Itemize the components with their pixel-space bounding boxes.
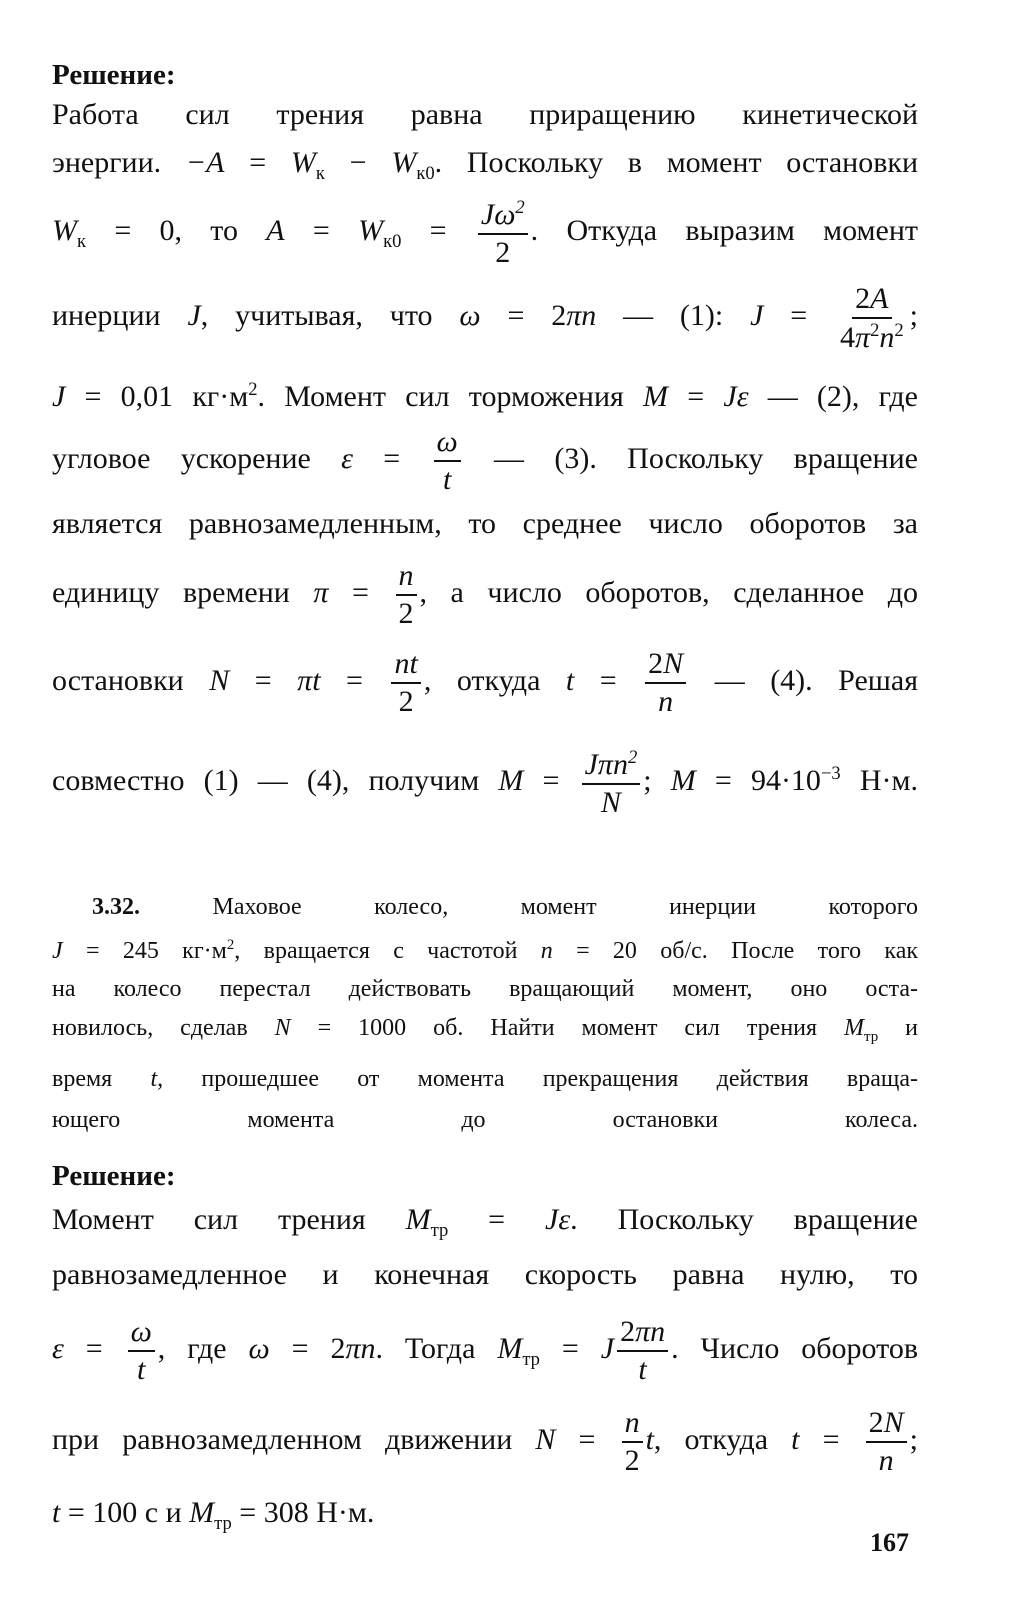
text-line: равнозамедленное и конечная скорость равна нулю, то (52, 1257, 918, 1291)
text-line: остановки N = πt = $\frac{nt}{2}$ , откуда t = $\frac{2N}{n}$ — (4). Решая (52, 647, 918, 719)
text-line: J = 245 $кг\cdot м^2$, вращается с частотой n = 20 об/с. После того как (52, 937, 919, 964)
solution-text (52, 92, 918, 820)
text-line: 3.32. Маховое колесо, момент инерции которого (92, 894, 918, 920)
text-line: новилось, сделав N = 1000 об. Найти момент сил трения $M_{тр}$ и (52, 1015, 919, 1045)
text-line: энергии. $-A = W_к - W_{к0}$. Поскольку в момент остановки (52, 146, 919, 184)
solution-heading: Решение: (52, 1159, 176, 1192)
problem-number: 3.32. (92, 894, 140, 920)
text-line: ющего момента до остановки колеса. (52, 1106, 918, 1133)
text-line: инерции J, учитывая, что ω = 2πn — (1): J = $\frac{2A}{4\pi^2n^2}$ ; (52, 281, 918, 354)
text-line: единицу времени π = $\frac{n}{2}$ , а число оборотов, сделанное до (52, 559, 919, 631)
text-line: t = 100 с и $M_{тр} = 308$ Н·м. (52, 1495, 375, 1534)
text-line: Работа сил трения равна приращению кинетической (52, 98, 918, 131)
text-line: угловое ускорение ε = $\frac{\omega}{t}$ — (3). Поскольку вращение (52, 425, 918, 497)
page-number: 167 (870, 1528, 909, 1557)
page-content (52, 58, 918, 1541)
solution-text (52, 1193, 918, 1541)
text-line: является равнозамедленным, то среднее число оборотов за (52, 507, 918, 540)
text-line: Момент сил трения $M_{тр} = J\varepsilon$. Поскольку вращение (52, 1202, 918, 1241)
text-line: $W_к = 0$, то $A = W_{к0}$ = $\frac{J\omega^2}{2}$ . Откуда выразим момент (52, 196, 919, 269)
solution-heading: Решение: (52, 59, 176, 91)
problem-text (52, 888, 918, 1139)
text-line: совместно (1) — (4), получим M = $\frac{J\pi n^2}{N}$ ; $M = 94\cdot 10^{-3}$ Н·м. (52, 746, 919, 819)
text-line: на колесо перестал действовать вращающий момент, оно оста- (52, 976, 918, 1002)
text-line: ε = $\frac{\omega}{t}$ , где ω = 2πn. Тогда $M_{тр} = J$ $\frac{2\pi n}{t}$ . Число оборотов (52, 1314, 919, 1386)
text-line: при равнозамедленном движении N = $\frac{n}{2}$ t, откуда t = $\frac{2N}{n}$ ; (52, 1405, 919, 1477)
text-line: время t, прошедшее от момента прекращения действия враща- (52, 1065, 919, 1092)
text-line: J = 0,01 $кг\cdot м^2$. Момент сил торможения M = Jε — (2), где (52, 379, 918, 413)
